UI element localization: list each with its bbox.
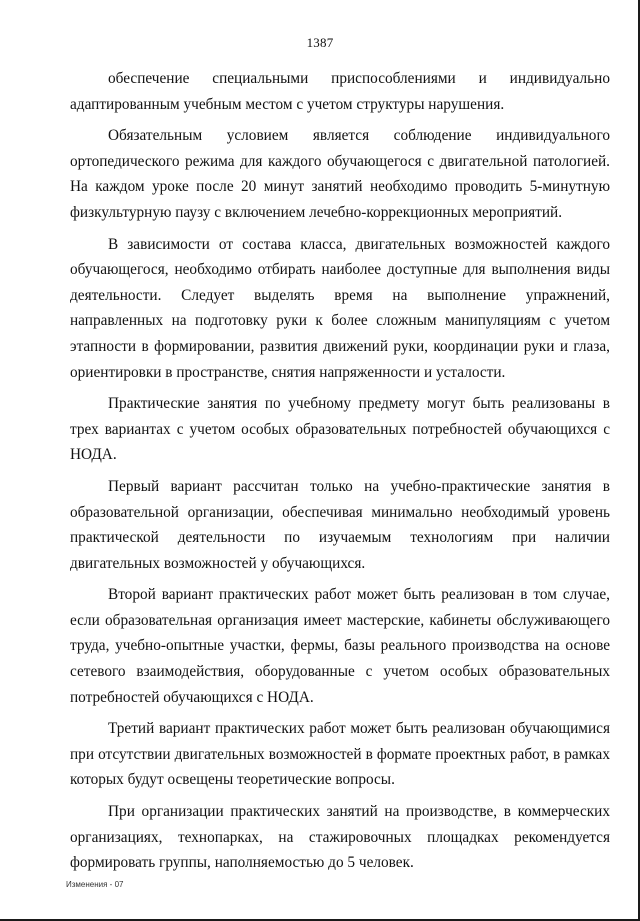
paragraph-7: Третий вариант практических работ может быть реализован обучающимися при отсутствии двигательных возможностей в формате проектных работ, в рамках которых будут освещены теоретические вопросы. bbox=[70, 720, 610, 789]
paragraph-8: При организации практических занятий на производстве, в коммерческих организациях, технопарках, на стажировочных площадках рекомендуется формировать группы, наполняемостью до 5 человек. bbox=[70, 803, 610, 872]
paragraph-4: Практические занятия по учебному предмету могут быть реализованы в трех вариантах с учетом особых образовательных потребностей обучающихся с НОДА. bbox=[70, 395, 610, 464]
paragraph-2: Обязательным условием является соблюдение индивидуального ортопедического режима для каждого обучающегося с двигательной патологией. На каждом уроке после 20 минут занятий необходимо проводить 5-минутную физкультурную паузу с включением лечебно-коррекционных мероприятий. bbox=[70, 127, 610, 221]
paragraph-1: обеспечение специальными приспособлениями и индивидуально адаптированным учебным местом с учетом структуры нарушения. bbox=[70, 70, 610, 113]
footer-revision-note: Изменения - 07 bbox=[66, 880, 124, 889]
paragraph-6: Второй вариант практических работ может быть реализован в том случае, если образовательная организация имеет мастерские, кабинеты обслуживающего труда, учебно-опытные участки, фермы, базы реального производства на основе сетевого взаимодействия, оборудованные с учетом особых образовательных потребностей обучающихся с НОДА. bbox=[70, 586, 610, 706]
document-body bbox=[70, 66, 610, 882]
paragraph-3: В зависимости от состава класса, двигательных возможностей каждого обучающегося, необходимо отбирать наиболее доступные для выполнения виды деятельности. Следует выделять время на выполнение упражнений, направленных на подготовку руки к более сложным манипуляциям с учетом этапности в формировании, развития движений руки, координации руки и глаза, ориентировки в пространстве, снятия напряженности и усталости. bbox=[70, 235, 610, 381]
paragraph-5: Первый вариант рассчитан только на учебно-практические занятия в образовательной организации, обеспечивая минимально необходимый уровень практической деятельности по изучаемым технологиям при наличии двигательных возможностей у обучающихся. bbox=[70, 477, 610, 572]
page-number: 1387 bbox=[306, 35, 334, 50]
